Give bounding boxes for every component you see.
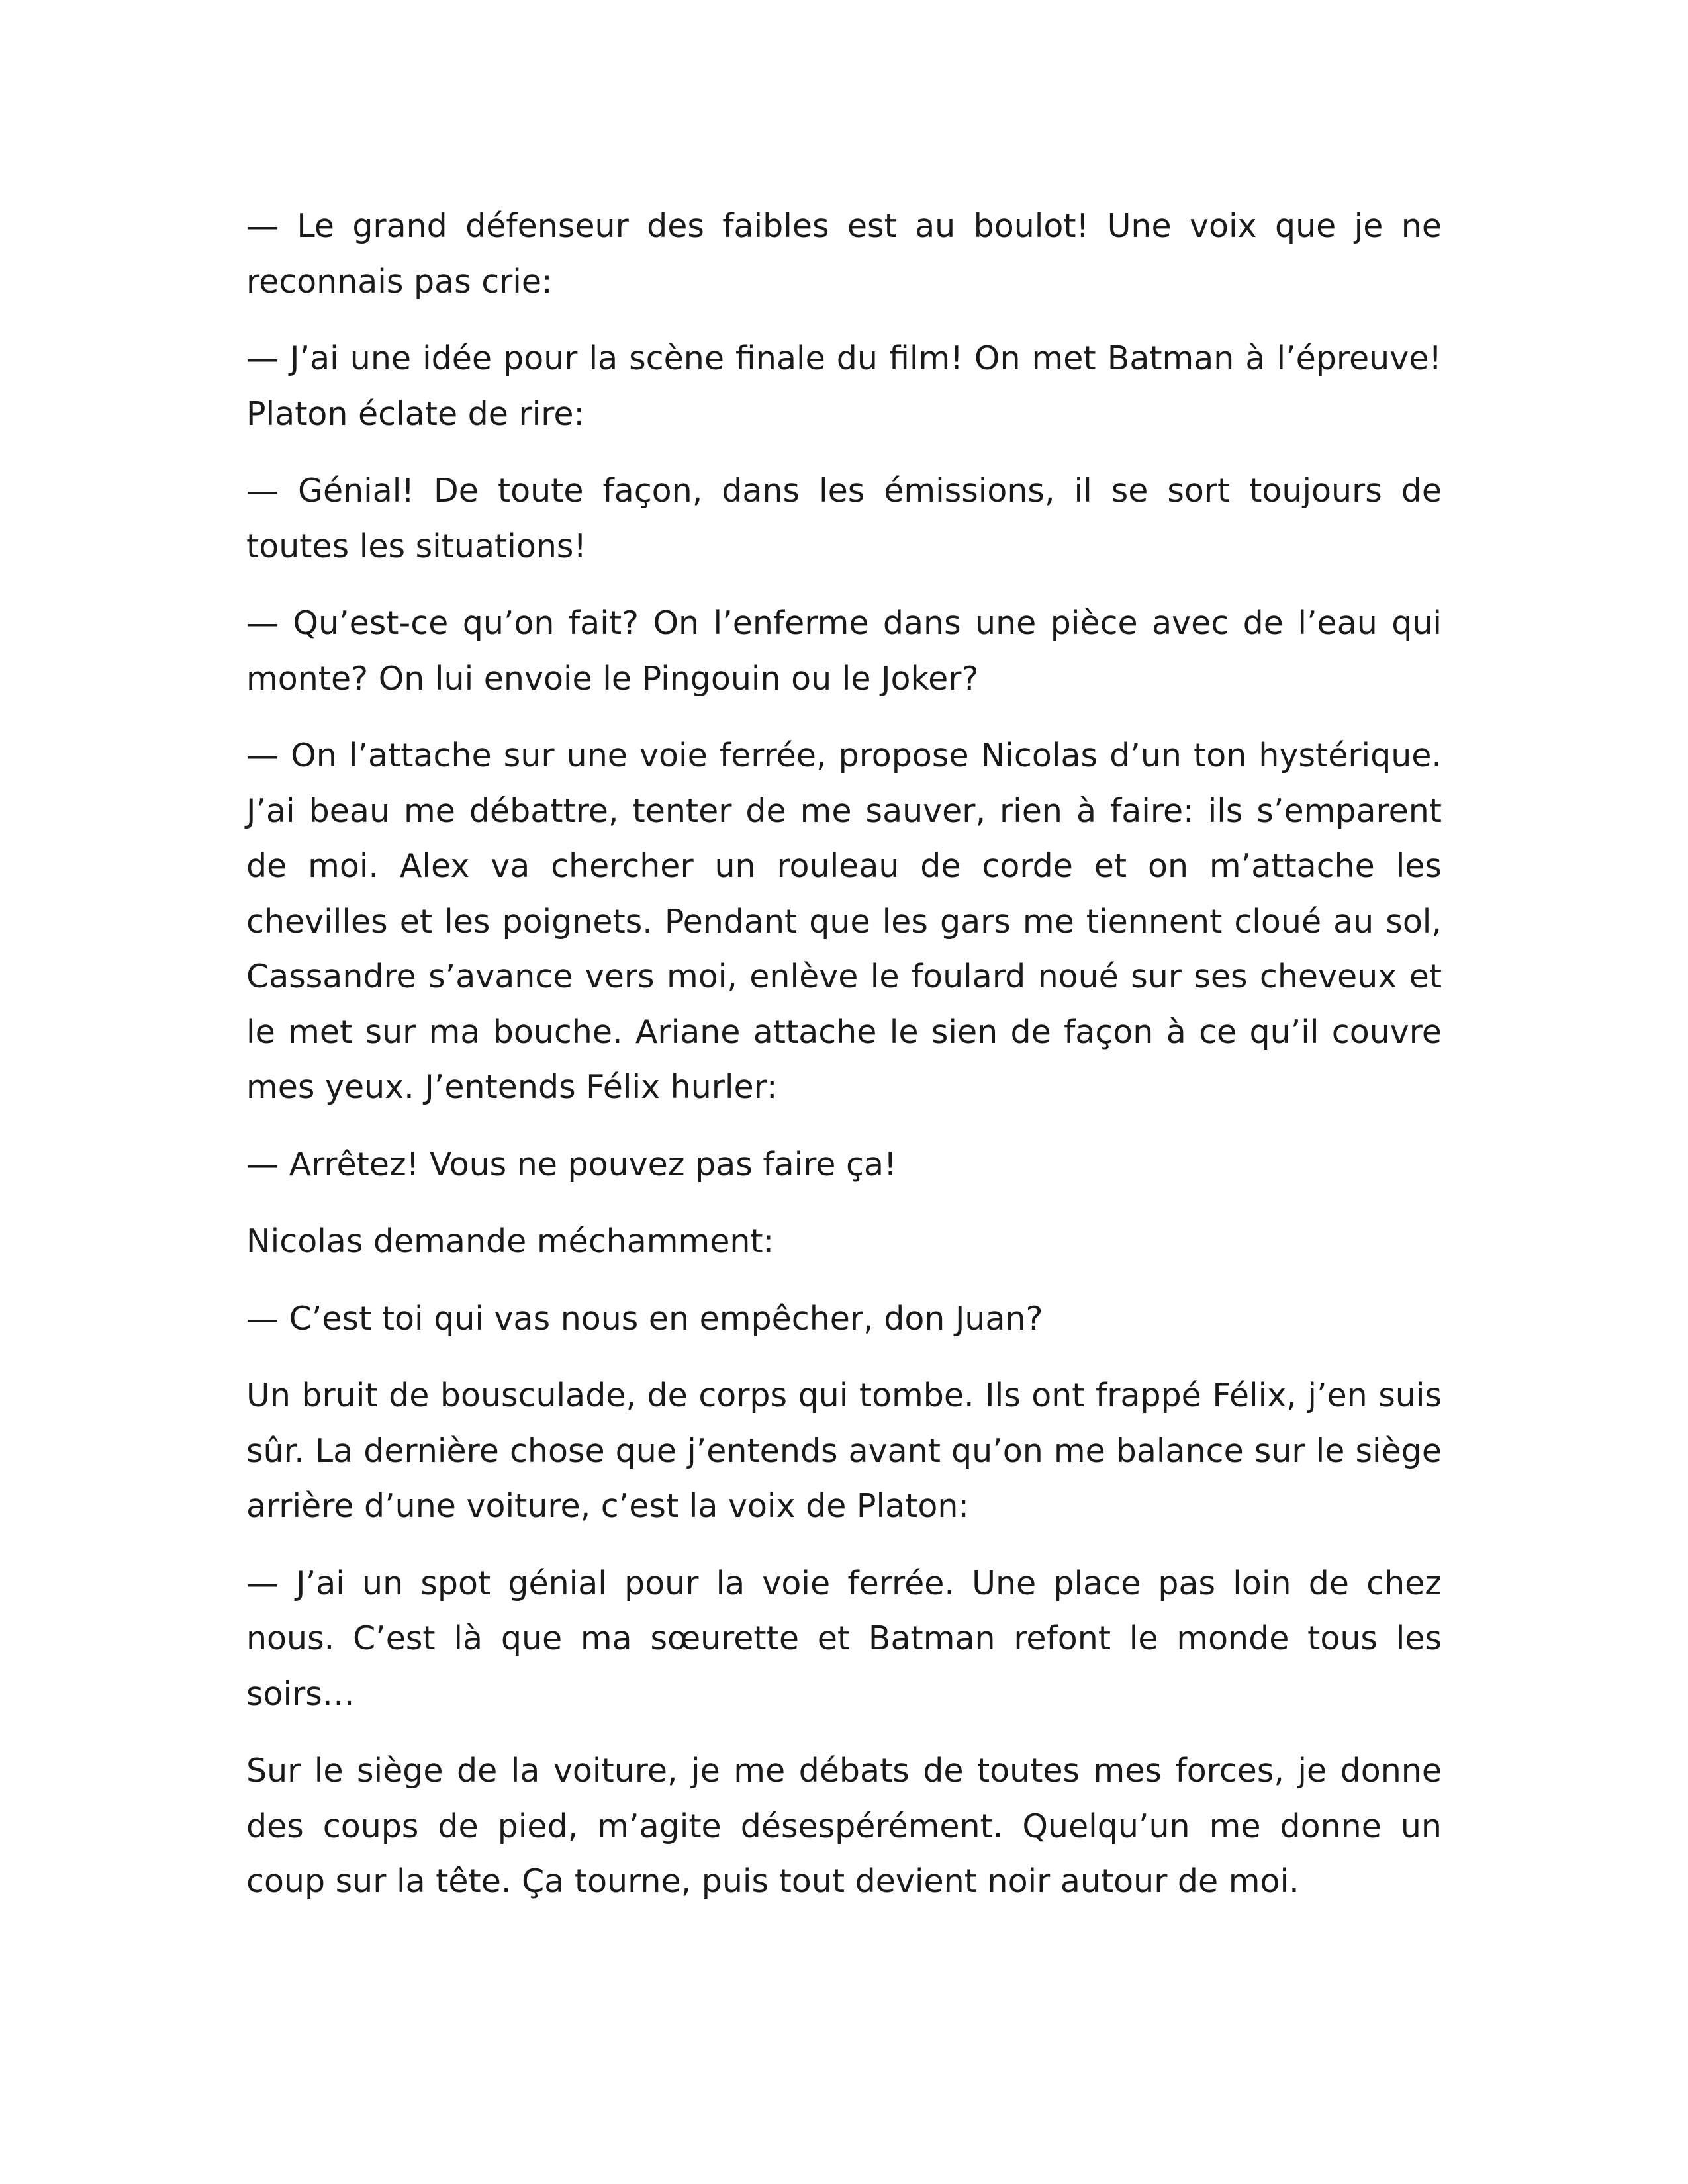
paragraph: — C’est toi qui vas nous en empêcher, don Juan? [246,1299,1043,1338]
paragraph: Un bruit de bousculade, de corps qui tombe. Ils ont frappé Félix, j’en suis sûr. La dernière chose que j’entends avant qu’on me balance sur le siège arrière d’une voiture, c’est la voix de Platon: [246,1377,1442,1525]
paragraph: — J’ai un spot génial pour la voie ferrée. Une place pas loin de chez nous. C’est là que ma sœurette et Batman refont le monde tous les soirs… [246,1564,1442,1713]
paragraph: — Génial! De toute façon, dans les émissions, il se sort toujours de toutes les situations! [246,472,1442,565]
paragraph: — Le grand défenseur des faibles est au boulot! Une voix que je ne reconnais pas crie: [246,207,1442,300]
paragraph: Sur le siège de la voiture, je me débats de toutes mes forces, je donne des coups de pied, m’agite désespérément. Quelqu’un me donne un coup sur la tête. Ça tourne, puis tout devient noir autour de moi. [246,1752,1442,1900]
paragraph: — Qu’est-ce qu’on fait? On l’enferme dans une pièce avec de l’eau qui monte? On lui envoie le Pingouin ou le Joker? [246,604,1442,698]
paragraph: — J’ai une idée pour la scène finale du film! On met Batman à l’épreuve! Platon éclate de rire: [246,340,1442,433]
paragraph: Nicolas demande méchamment: [246,1222,774,1260]
body-text [246,199,1442,1909]
paragraph: — On l’attache sur une voie ferrée, propose Nicolas d’un ton hystérique. J’ai beau me débattre, tenter de me sauver, rien à faire: ils s’emparent de moi. Alex va chercher un rouleau de corde et on m’attache les chevilles et les poignets. Pendant que les gars me tiennent cloué au sol, Cassandre s’avance vers moi, enlève le foulard noué sur ses cheveux et le met sur ma bouche. Ariane attache le sien de façon à ce qu’il couvre mes yeux. J’entends Félix hurler: [246,737,1442,1106]
paragraph: — Arrêtez! Vous ne pouvez pas faire ça! [246,1145,897,1183]
